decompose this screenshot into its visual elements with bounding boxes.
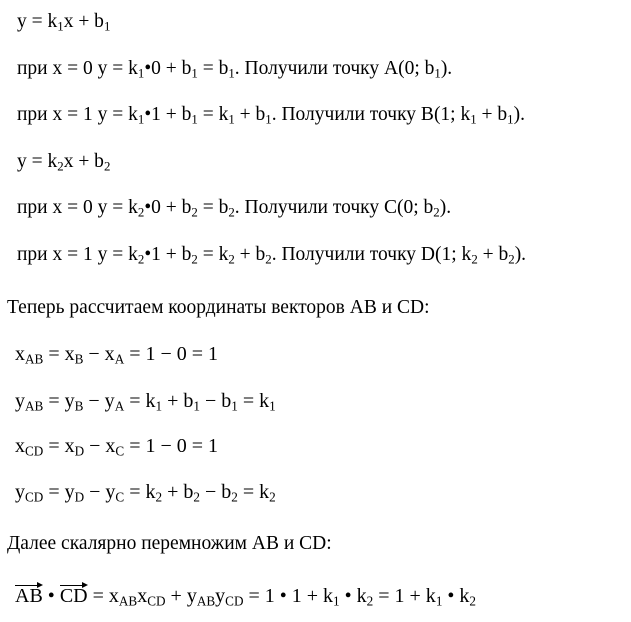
y-cd-equation: $y_{CD} = y_D - y_C = k_2 + b_2 - b_2 = k_2$ — [15, 481, 276, 505]
vectors-intro-text: Теперь рассчитаем координаты векторов AB и CD: — [7, 297, 430, 318]
x-ab-equation: $x_{AB} = x_B - x_A = 1 - 0 = 1$ — [15, 343, 219, 367]
vector-cd: CD — [59, 585, 88, 607]
point-d-line: при x = 1 $y = k_2•1 + b_2 = k_2 + b_2$. Получили точку D(1; $k_2 + b_2$). — [17, 244, 527, 267]
dot-product-equation: AB • CD = $x_{AB}x_{CD} + y_{AB}y_{CD} = 1$ • $1 + k_1$ • $k_2 = 1 + k_1$ • $k_2$ — [15, 585, 477, 609]
point-b-line: при x = 1 $y = k_1•1 + b_1 = k_1 + b_1$. Получили точку B(1; $k_1 + b_1$). — [17, 104, 525, 127]
x-cd-equation: $x_{CD} = x_D - x_C = 1 - 0 = 1$ — [15, 435, 219, 459]
point-a-line: при x = 0 $y = k_1•0 + b_1 = b_1$. Получили точку A(0; $b_1$). — [17, 58, 453, 81]
equation-line-2: $y = k_2x + b_2$ — [17, 151, 111, 174]
dot-product-intro-text: Далее скалярно перемножим AB и CD: — [7, 533, 332, 554]
vector-ab: AB — [15, 585, 43, 607]
y-ab-equation: $y_{AB} = y_B - y_A = k_1 + b_1 - b_1 = k_1$ — [15, 390, 276, 414]
equation-line-1: $y = k_1x + b_1$ — [17, 11, 111, 34]
point-c-line: при x = 0 $y = k_2•0 + b_2 = b_2$. Получили точку C(0; $b_2$). — [17, 197, 452, 220]
